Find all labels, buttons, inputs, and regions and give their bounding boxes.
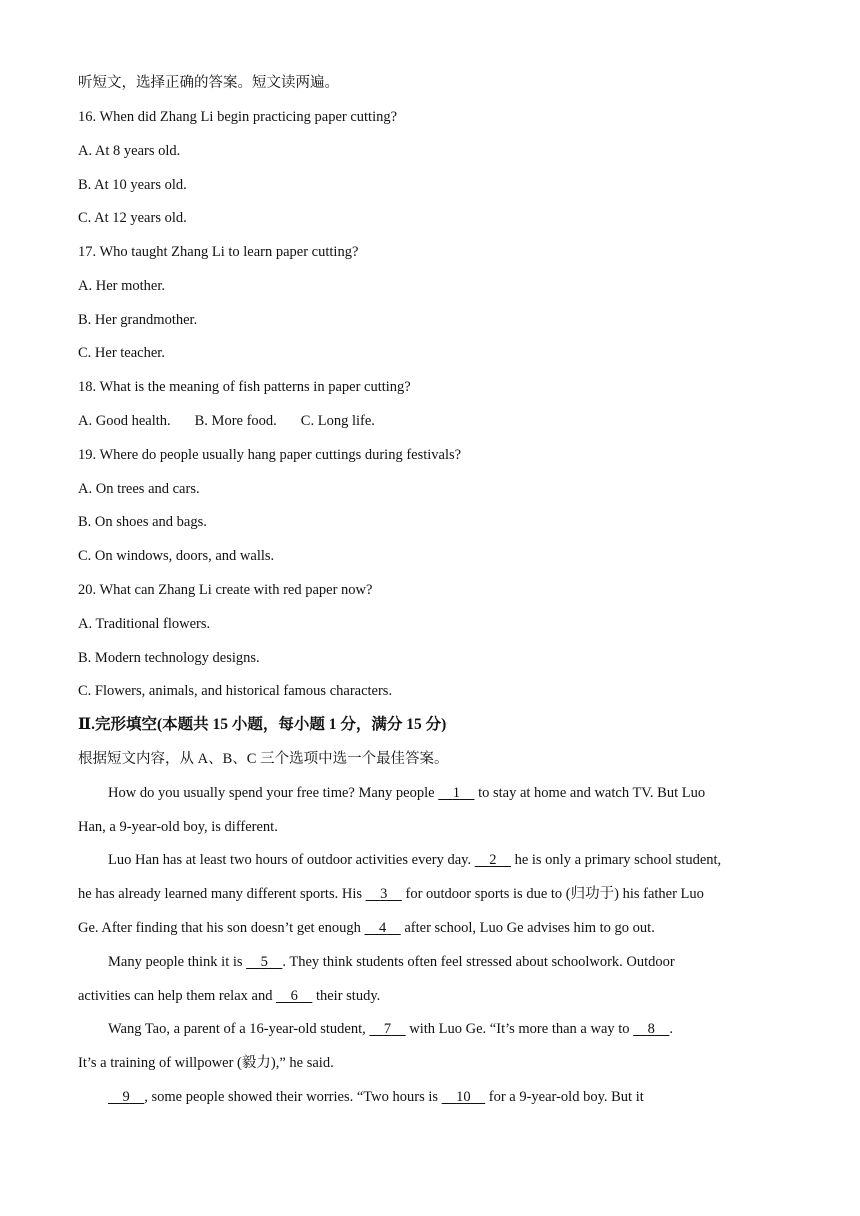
cloze-heading: Ⅱ.完形填空(本题共 15 小题，每小题 1 分，满分 15 分) (78, 716, 447, 733)
cloze-blank-3: 3 (380, 886, 388, 902)
question-16: 16. When did Zhang Li begin practicing paper cutting? (78, 109, 398, 125)
question-17: 17. Who taught Zhang Li to learn paper cutting? (78, 244, 359, 260)
cloze-line: It’s a training of willpower (毅力),” he said. (78, 1055, 334, 1071)
cloze-text: for a 9-year-old boy. But it (485, 1089, 644, 1105)
cloze-blank-2: 2 (489, 852, 497, 868)
cloze-text: with Luo Ge. “It’s more than a way to (405, 1021, 634, 1037)
cloze-blank-1: 1 (452, 785, 460, 801)
cloze-text: , some people showed their worries. “Two hours is (144, 1089, 442, 1105)
cloze-blank-7: 7 (383, 1021, 392, 1037)
option-20a: A. Traditional flowers. (78, 616, 211, 632)
option-19a: A. On trees and cars. (78, 481, 200, 497)
cloze-blank-8: 8 (647, 1021, 655, 1037)
question-20: 20. What can Zhang Li create with red paper now? (78, 582, 373, 598)
options-18-row (78, 412, 375, 430)
cloze-line (78, 885, 704, 903)
cloze-blank-4: 4 (378, 920, 387, 936)
cloze-line (78, 919, 655, 937)
cloze-text: . (669, 1021, 674, 1037)
cloze-line (108, 1088, 644, 1106)
cloze-text: Wang Tao, a parent of a 16-year-old student, (108, 1021, 370, 1037)
cloze-instruction: 根据短文内容，从 A、B、C 三个选项中选一个最佳答案。 (78, 751, 449, 767)
cloze-line (108, 784, 705, 802)
cloze-blank-9: 9 (122, 1089, 130, 1105)
cloze-line (78, 987, 380, 1005)
option-19b: B. On shoes and bags. (78, 514, 207, 530)
cloze-line (108, 851, 721, 869)
option-16a: A. At 8 years old. (78, 143, 181, 159)
cloze-text: for outdoor sports is due to (归功于) his father Luo (401, 886, 704, 902)
cloze-text: Ge. After finding that his son doesn’t get enough (78, 920, 365, 936)
cloze-text: . They think students often feel stressed about schoolwork. Outdoor (282, 954, 675, 970)
cloze-text: after school, Luo Ge advises him to go out. (400, 920, 655, 936)
cloze-blank-5: 5 (260, 954, 268, 970)
cloze-text: activities can help them relax and (78, 988, 277, 1004)
cloze-text: Many people think it is (108, 954, 247, 970)
option-18b: B. More food. (194, 413, 277, 429)
cloze-text: Luo Han has at least two hours of outdoor activities every day. (108, 852, 475, 868)
cloze-text: he is only a primary school student, (510, 852, 722, 868)
cloze-text: How do you usually spend your free time? Many people (108, 785, 439, 801)
cloze-line (108, 1020, 673, 1038)
cloze-blank-6: 6 (290, 988, 298, 1004)
cloze-text: he has already learned many different sports. His (78, 886, 366, 902)
option-18a: A. Good health. (78, 413, 171, 429)
cloze-line: Han, a 9-year-old boy, is different. (78, 819, 278, 835)
option-16c: C. At 12 years old. (78, 210, 187, 226)
question-18: 18. What is the meaning of fish patterns in paper cutting? (78, 379, 411, 395)
option-20b: B. Modern technology designs. (78, 650, 260, 666)
option-20c: C. Flowers, animals, and historical famous characters. (78, 683, 393, 699)
option-18c: C. Long life. (300, 413, 375, 429)
option-17a: A. Her mother. (78, 278, 165, 294)
cloze-text: their study. (312, 988, 381, 1004)
cloze-blank-10: 10 (456, 1089, 471, 1105)
option-17c: C. Her teacher. (78, 345, 165, 361)
listening-instruction: 听短文，选择正确的答案。短文读两遍。 (78, 75, 339, 91)
option-17b: B. Her grandmother. (78, 312, 198, 328)
question-19: 19. Where do people usually hang paper cuttings during festivals? (78, 447, 462, 463)
cloze-text: to stay at home and watch TV. But Luo (474, 785, 706, 801)
option-16b: B. At 10 years old. (78, 177, 187, 193)
option-19c: C. On windows, doors, and walls. (78, 548, 275, 564)
cloze-line (108, 953, 675, 971)
